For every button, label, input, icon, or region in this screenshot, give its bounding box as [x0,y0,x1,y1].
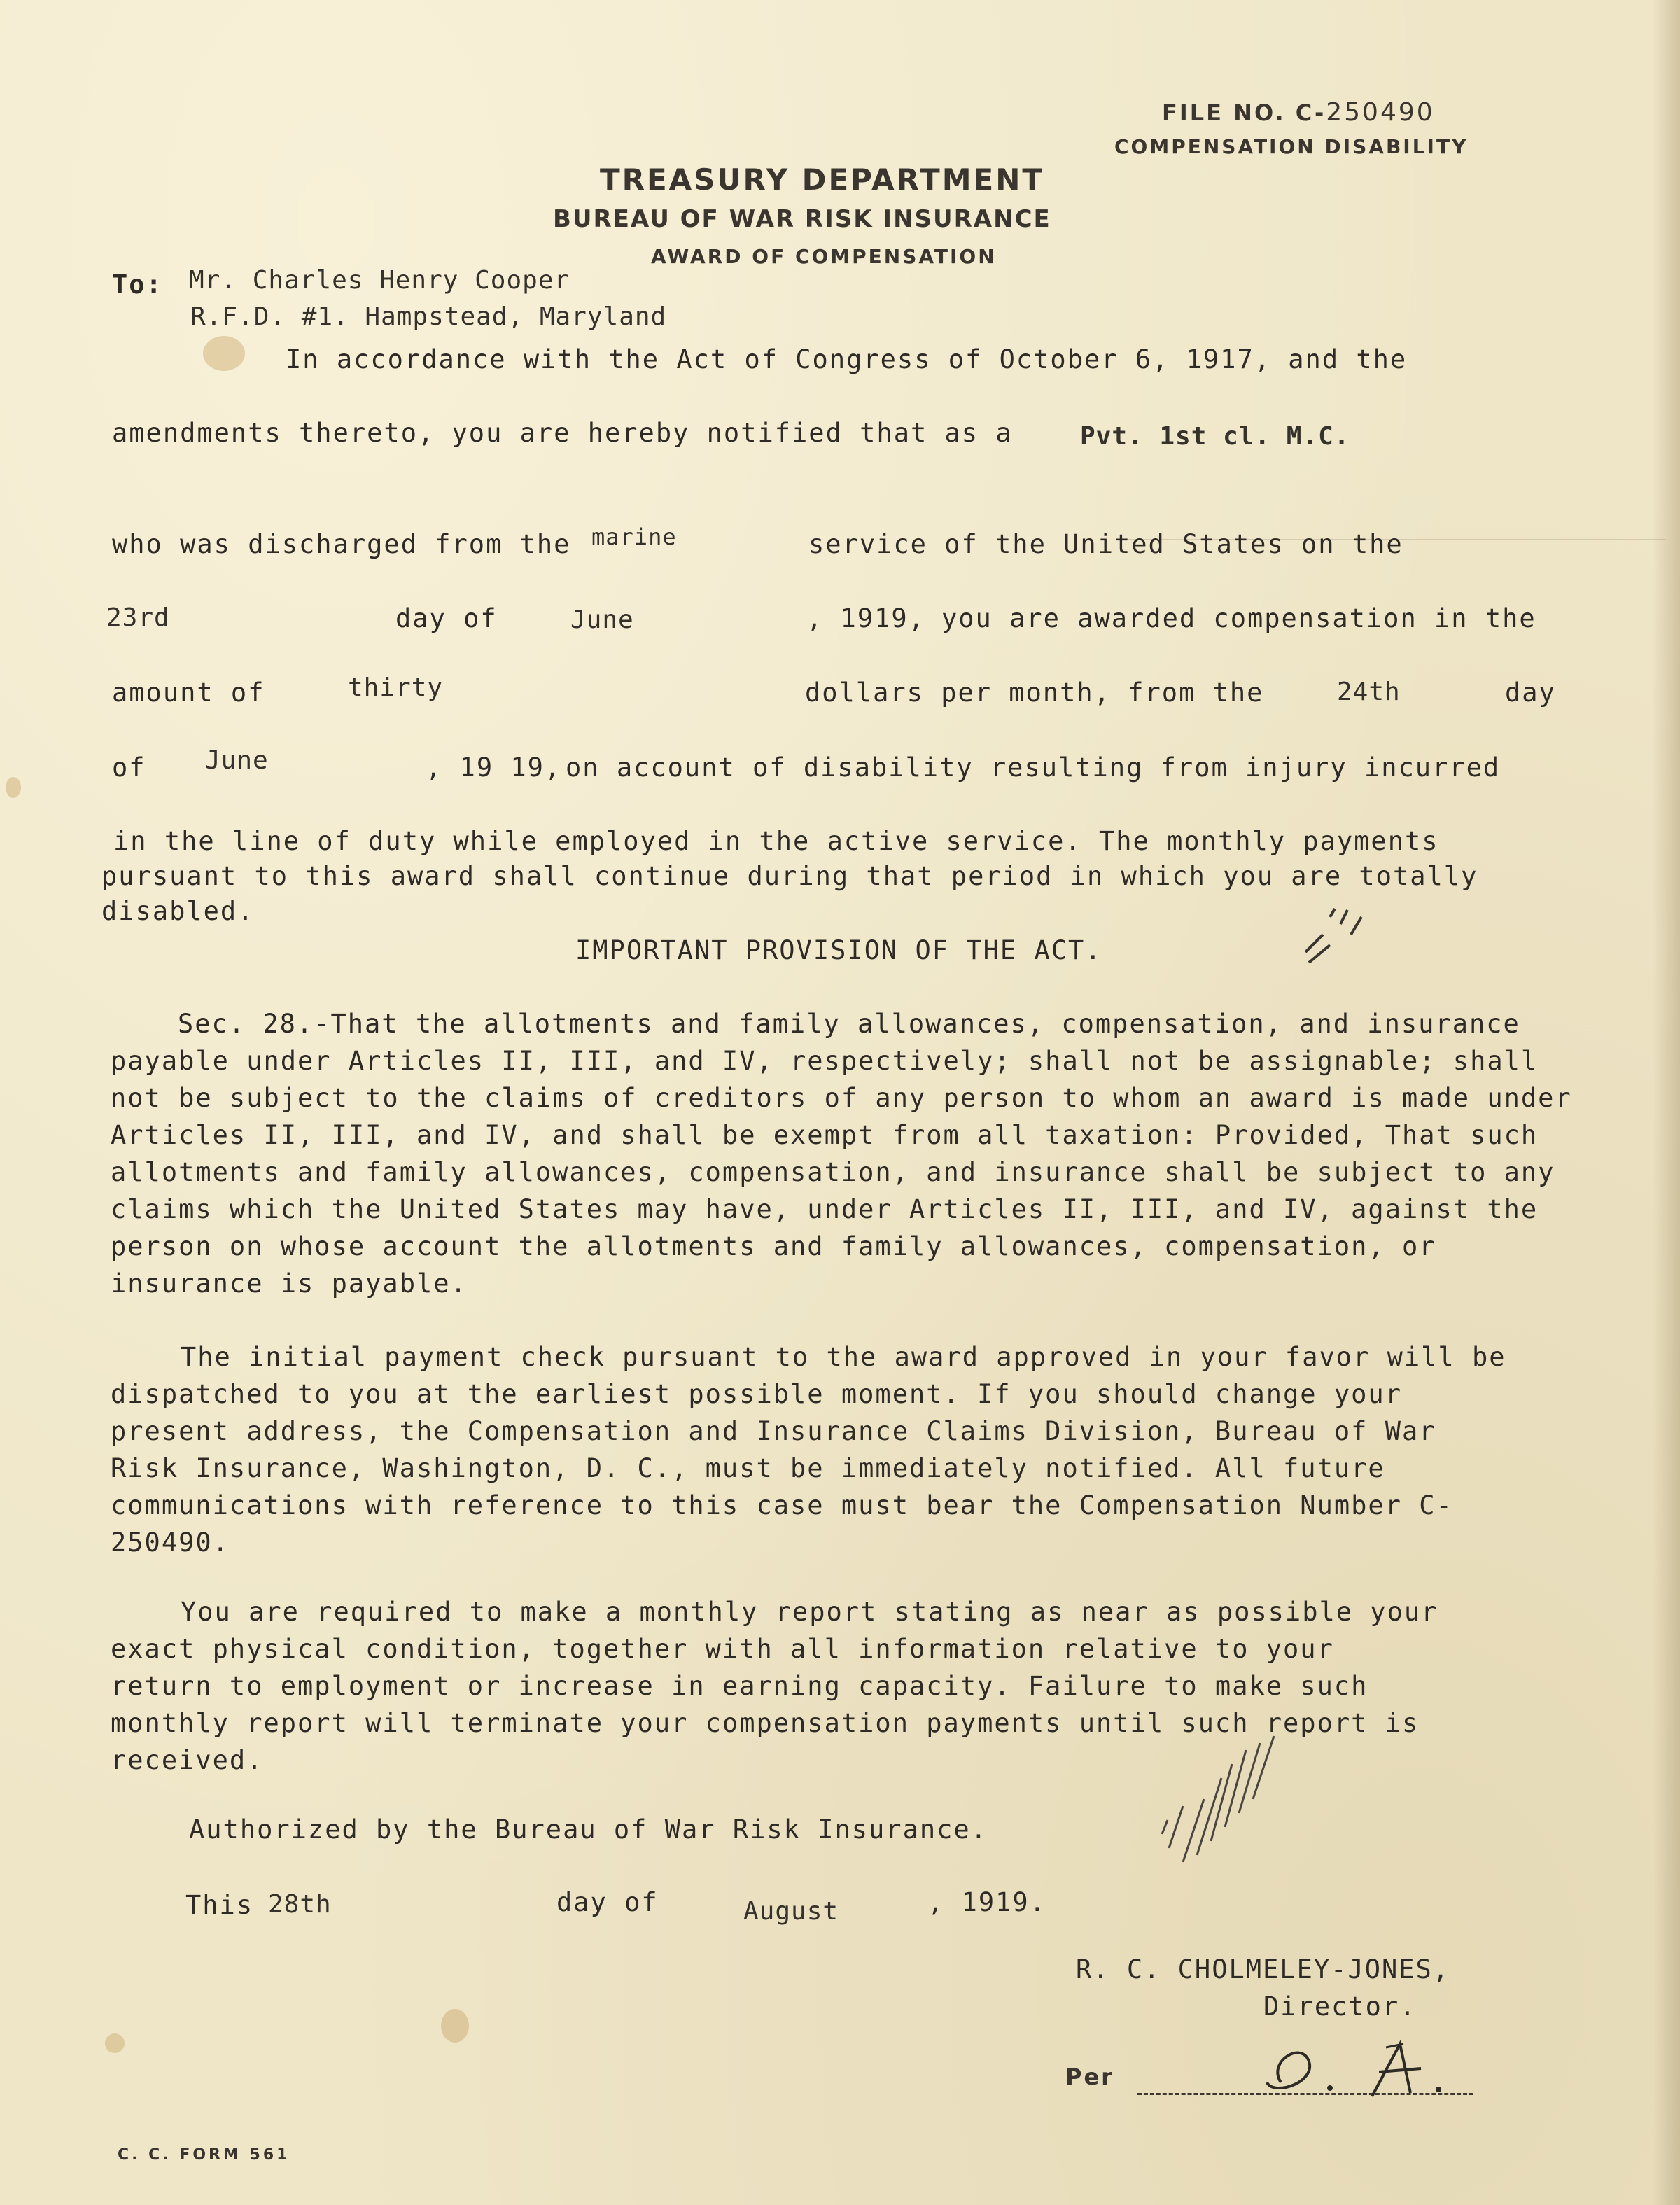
sec28-paragraph: Sec. 28.-That the allotments and family allowances, compensation, and insurance payable under Articles II, III, and IV, respectively; shall not be assignable; shall not be subject to the claims of creditors of any person to whom an award is made under Articles II, III, and IV, and shall be exempt from all taxation: Provided, That such allotments and family allowances, compensation, and insurance shall be subject to any claims which the United States may have, under Articles II, III, and IV, against the person on whose account the allotments and family allowances, compensation, or insurance is payable. [111,1009,1572,1298]
notice-line: amendments thereto, you are hereby notified that as a [112,418,1013,448]
report-paragraph: You are required to make a monthly report stating as near as possible your exact physical condition, together with all information relative to your return to employment or increase in earning capacity. Failure to make such monthly report will terminate your compensation payments until such report is received. [111,1597,1438,1775]
rank-field: Pvt. 1st cl. M.C. [1080,422,1350,451]
paper-edge [1652,0,1680,2205]
per-label: Per [1065,2064,1114,2090]
stain [6,777,21,798]
director-title: Director. [1264,1991,1417,2022]
file-type: COMPENSATION DISABILITY [1114,135,1469,158]
start-month-field: June [205,746,269,775]
auth-day-field: 28th [268,1890,332,1919]
disability-line: on account of disability resulting from injury incurred [566,752,1501,783]
disabled-line: disabled. [102,896,255,926]
auth-day-of-label: day of [556,1887,659,1917]
award-line: you are awarded compensation in the [941,603,1536,634]
recipient-address: R.F.D. #1. Hampstead, Maryland [190,302,667,331]
duty-line: in the line of duty while employed in the active service. The monthly payments [113,826,1439,856]
provision-title: IMPORTANT PROVISION OF THE ACT. [575,935,1102,965]
amount-label: amount of [112,678,265,708]
discharge-month-field: June [570,606,634,634]
pencil-mark [1292,896,1368,973]
auth-year: , 1919. [927,1887,1046,1917]
director-name: R. C. CHOLMELEY-JONES, [1076,1954,1450,1984]
award-title: AWARD OF COMPENSATION [651,245,997,268]
authorization-line: Authorized by the Bureau of War Risk Insurance. [189,1814,988,1844]
this-label: This [186,1890,254,1920]
discharge-line: who was discharged from the [112,529,571,559]
service-line: service of the United States on the [808,529,1404,559]
to-label: To: [112,270,163,300]
stain [203,336,245,371]
per-month-line: dollars per month, from the [805,678,1264,708]
start-day-field: 24th [1337,678,1401,706]
form-number: C. C. FORM 561 [118,2146,290,2164]
payment-paragraph: The initial payment check pursuant to the award approved in your favor will be dispatched to you at the earliest possible moment. If you should change your present address, the Compensation and Insurance Claims Division, Bureau of War Risk Insurance, Washington, D. C., must be immediately notified. All future communications with reference to this case must bear the Compensation Number C-250490. [111,1342,1506,1558]
stain [441,2009,469,2043]
stain [105,2033,125,2053]
pursuant-line: pursuant to this award shall continue during that period in which you are totally [102,861,1478,891]
bureau-title: BUREAU OF WAR RISK INSURANCE [553,205,1051,233]
handwritten-initials [1260,2033,1484,2104]
start-year: , 19 19, [426,752,562,783]
pencil-scribble [1155,1722,1295,1876]
intro-line: In accordance with the Act of Congress of October 6, 1917, and the [286,344,1408,374]
file-number: FILE NO. C-250490 [1162,98,1435,127]
discharge-year: , 1919, [806,603,925,634]
of-label: of [112,752,146,783]
department-title: TREASURY DEPARTMENT [600,162,1044,197]
recipient-name: Mr. Charles Henry Cooper [189,266,570,295]
day-of-label: day of [396,603,498,634]
discharge-day-field: 23rd [106,603,170,632]
day-label: day [1505,678,1556,708]
amount-field: thirty [348,673,444,702]
branch-field: marine [592,524,677,550]
auth-month-field: August [743,1897,839,1926]
